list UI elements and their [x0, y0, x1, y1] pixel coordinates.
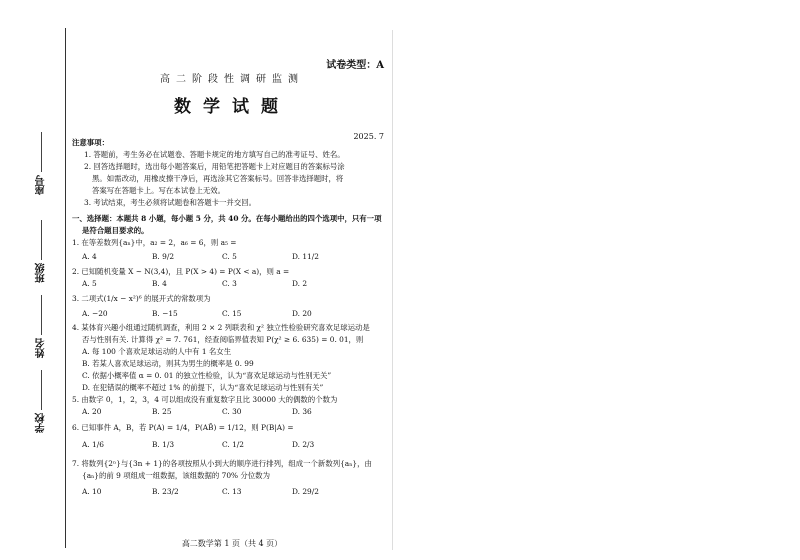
- side-field-name: [30, 295, 52, 358]
- page-footer: 高二数学第 1 页（共 4 页）: [181, 539, 283, 548]
- question-3-options: [82, 308, 382, 319]
- side-field-seat: [30, 132, 52, 195]
- question-1-options: [82, 251, 382, 262]
- option: A. 20: [82, 407, 102, 416]
- option: B. 1/3: [152, 440, 175, 449]
- page-divider: [392, 30, 393, 550]
- side-label: 座号: [35, 175, 47, 195]
- notice-item: 答案写在答题卡上。写在本试卷上无效。: [92, 186, 226, 195]
- side-label: 学校: [35, 413, 47, 433]
- paper-type: 试卷类型：A: [326, 60, 384, 71]
- student-info-strip: [30, 150, 60, 450]
- option: B. 4: [152, 279, 167, 288]
- option: C. 30: [222, 407, 242, 416]
- question-6-options: [82, 439, 382, 450]
- option: A. 1/6: [82, 440, 104, 449]
- notice-item: 黑。如需改动，用橡皮擦干净后，再选涂其它答案标号。回答非选择题时，将: [92, 174, 344, 183]
- question-5-options: [82, 406, 382, 417]
- option: D. 2: [292, 279, 308, 288]
- option: D. 36: [292, 407, 312, 416]
- option: A. 5: [82, 279, 97, 288]
- option: B. −15: [152, 309, 178, 318]
- exam-date: 2025. 7: [353, 132, 384, 141]
- option: B. 25: [152, 407, 172, 416]
- question-5: 5. 由数字 0，1，2，3，4 可以组成没有重复数字且比 30000 大的偶数的个数为: [72, 395, 338, 404]
- option: A. 每 100 个喜欢足球运动的人中有 1 名女生: [82, 347, 232, 356]
- question-1: 1. 在等差数列{aₙ}中，a₂ = 2，a₆ = 6，则 a₅ =: [72, 238, 237, 247]
- exam-subtitle: 高二阶段性调研监测: [160, 74, 304, 85]
- option: D. 2/3: [292, 440, 315, 449]
- question-6: 6. 已知事件 A，B，若 P(A) = 1/4，P(AB̄) = 1/12，则 P(B|A) =: [72, 423, 294, 432]
- option: A. 4: [82, 252, 97, 261]
- exam-title: 数学试题: [174, 97, 290, 117]
- option: D. 11/2: [292, 252, 319, 261]
- option: A. −20: [82, 309, 108, 318]
- option: C. 3: [222, 279, 237, 288]
- question-4-line: 否与性别有关. 计算得 χ² = 7. 761，经查阅临界值表知 P(χ² ≥ 6. 635) = 0. 01，则: [82, 335, 364, 344]
- notice-item: 2. 回答选择题时，选出每小题答案后，用铅笔把答题卡上对应题目的答案标号涂: [84, 162, 345, 171]
- side-field-class: [30, 220, 52, 283]
- notice-item: 3. 考试结束，考生必须将试题卷和答题卡一并交回。: [84, 198, 256, 207]
- option: A. 10: [82, 487, 102, 496]
- option: C. 依据小概率值 α = 0. 01 的独立性检验，认为“喜欢足球运动与性别无关”: [82, 371, 332, 380]
- section-heading: 一、选择题：本题共 8 小题，每小题 5 分，共 40 分。在每小题给出的四个选项中，只有一项: [72, 214, 382, 223]
- exam-page: [72, 40, 392, 560]
- question-7-line: {aₙ}的前 9 项组成一组数据，该组数据的 70% 分位数为: [82, 471, 270, 480]
- notice-heading: 注意事项：: [72, 138, 109, 147]
- question-3: 3. 二项式(1/x − x²)⁶ 的展开式的常数项为: [72, 294, 211, 303]
- question-4: 4. 某体育兴趣小组通过随机调查，利用 2 × 2 列联表和 χ² 独立性检验研究喜欢足球运动是: [72, 323, 370, 332]
- option: B. 9/2: [152, 252, 175, 261]
- option: C. 5: [222, 252, 237, 261]
- question-2-options: [82, 278, 382, 289]
- option: C. 13: [222, 487, 242, 496]
- option: D. 20: [292, 309, 312, 318]
- binding-line: [65, 28, 66, 548]
- option: C. 1/2: [222, 440, 244, 449]
- option: D. 29/2: [292, 487, 319, 496]
- question-7: 7. 将数列{2ⁿ}与{3n + 1}的各项按照从小到大的顺序进行排列，组成一个新数列{aₙ}，由: [72, 459, 372, 468]
- option: B. 若某人喜欢足球运动，则其为男生的概率是 0. 99: [82, 359, 254, 368]
- side-field-school: [30, 370, 52, 433]
- question-7-options: [82, 486, 382, 497]
- side-label: 姓名: [35, 338, 47, 358]
- notice-item: 1. 答题前，考生务必在试题卷、答题卡规定的地方填写自己的准考证号、姓名。: [84, 150, 345, 159]
- question-2: 2. 已知随机变量 X ~ N(3,4)，且 P(X > 4) = P(X < a)，则 a =: [72, 267, 290, 276]
- side-label: 班级: [35, 263, 47, 283]
- option: B. 23/2: [152, 487, 179, 496]
- option: D. 在犯错误的概率不超过 1% 的前提下，认为“喜欢足球运动与性别有关”: [82, 383, 324, 392]
- option: C. 15: [222, 309, 242, 318]
- section-heading: 是符合题目要求的。: [82, 226, 149, 235]
